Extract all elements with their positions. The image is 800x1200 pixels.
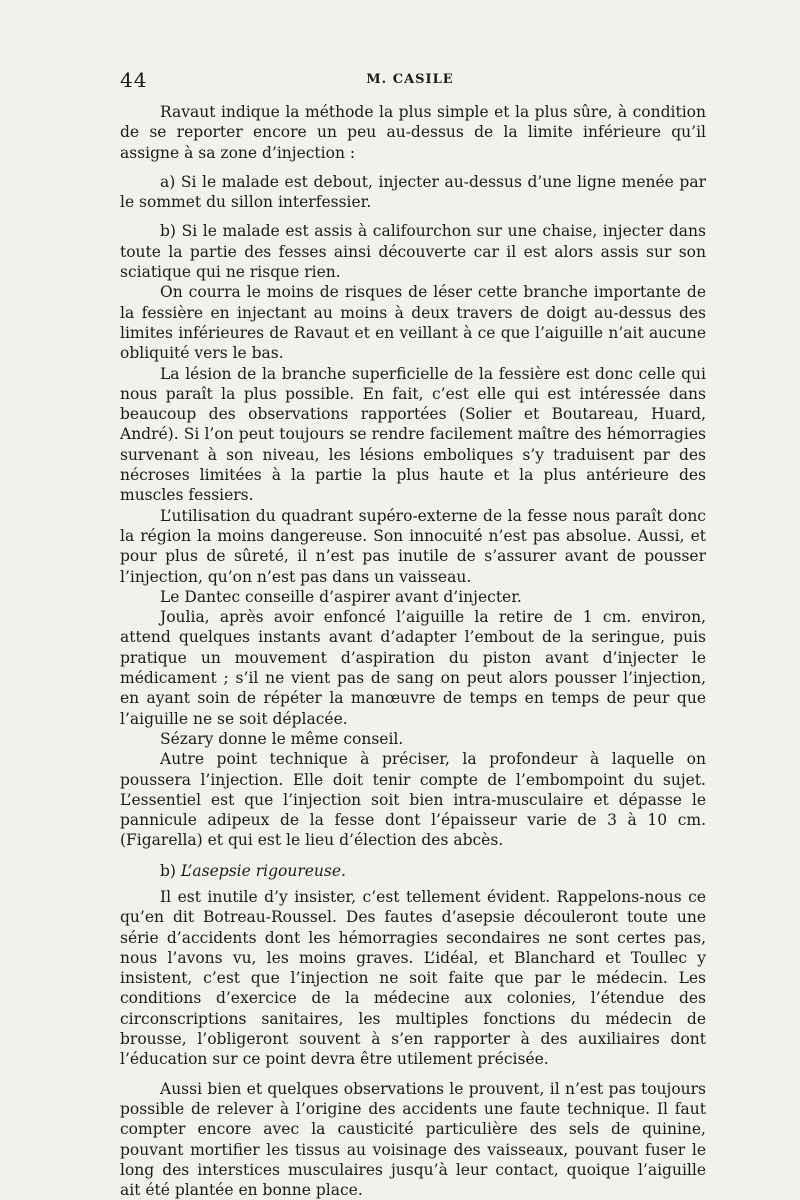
paragraph: Autre point technique à préciser, la profondeur à laquelle on poussera l’injection. Elle doit tenir compte de l’embompoint du sujet. L’essentiel est que l’injection soit bien intra-musculaire et dépasse le pannicule adipeux de la fesse dont l’épaisseur varie de 3 à 10 cm. (Figarella) et qui est le lieu d’élection des abcès. xyxy=(120,750,706,850)
paragraph: Le Dantec conseille d’aspirer avant d’injecter. xyxy=(160,587,522,606)
paragraph: L’utilisation du quadrant supéro-externe de la fesse nous paraît donc la région la moins dangereuse. Son innocuité n’est pas absolue. Aussi, et pour plus de sûreté, il n’est pas inutile de s’assurer avant de pousser l’injection, qu’on n’est pas dans un vaisseau. xyxy=(120,506,706,586)
paragraph: Sézary donne le même conseil. xyxy=(160,729,404,748)
body-text xyxy=(120,102,706,1200)
paragraph: La lésion de la branche superficielle de la fessière est donc celle qui nous paraît la plus possible. En fait, c’est elle qui est intéressée dans beaucoup des observations rapportées (Solier et Boutareau, Huard, André). Si l’on peut toujours se rendre facilement maître des hémorragies survenant à son niveau, les lésions emboliques s’y traduisent par des nécroses limitées à la partie la plus haute et la plus antérieure des muscles fessiers. xyxy=(120,364,706,505)
paragraph: Ravaut indique la méthode la plus simple et la plus sûre, à condition de se reporter encore un peu au-dessus de la limite inférieure qu’il assigne à sa zone d’injection : xyxy=(120,103,706,162)
section-title: L’asepsie rigoureuse. xyxy=(180,861,346,880)
paragraph: b) Si le malade est assis à califourchon sur une chaise, injecter dans toute la partie des fesses ainsi découverte car il est alors assis sur son sciatique qui ne risque rien. xyxy=(120,222,706,282)
paragraph: Il est inutile d’y insister, c’est tellement évident. Rappelons-nous ce qu’en dit Botreau-Roussel. Des fautes d’asepsie découleront toute une série d’accidents dont les hémorragies secondaires ne sont certes pas, nous l’avons vu, les moins graves. L’idéal, et Blanchard et Toullec y insistent, c’est que l’injection ne soit faite que par le médecin. Les conditions d’exercice de la médecine aux colonies, l’étendue des circonscriptions sanitaires, les multiples fonctions du médecin de brousse, l’obligeront souvent à s’en rapporter à des auxiliaires dont l’éducation sur ce point devra être utilement précisée. xyxy=(120,887,706,1069)
page-number: 44 xyxy=(120,68,148,92)
paragraph: a) Si le malade est debout, injecter au-dessus d’une ligne menée par le sommet du sillon interfessier. xyxy=(120,172,706,212)
section-heading xyxy=(120,861,706,881)
section-letter: b) xyxy=(160,861,176,880)
page-header xyxy=(120,68,700,96)
paragraph: Joulia, après avoir enfoncé l’aiguille la retire de 1 cm. environ, attend quelques instants avant d’adapter l’embout de la seringue, puis pratique un mouvement d’aspiration du piston avant d’injecter le médicament ; s’il ne vient pas de sang on peut alors pousser l’injection, en ayant soin de répéter la manœuvre de temps en temps de peur que l’aiguille ne se soit déplacée. xyxy=(120,608,706,728)
running-head: M. CASILE xyxy=(366,72,454,87)
paragraph: Aussi bien et quelques observations le prouvent, il n’est pas toujours possible de relever à l’origine des accidents une faute technique. Il faut compter encore avec la causticité particulière des sels de quinine, pouvant mortifier les tissus au voisinage des vaisseaux, pouvant fuser le long des interstices musculaires jusqu’à leur contact, quoique l’aiguille ait été plantée en bonne place. xyxy=(120,1079,706,1200)
paragraph: On courra le moins de risques de léser cette branche importante de la fessière en injectant au moins à deux travers de doigt au-dessus des limites inférieures de Ravaut et en veillant à ce que l’aiguille n’ait aucune obliquité vers le bas. xyxy=(120,283,706,363)
